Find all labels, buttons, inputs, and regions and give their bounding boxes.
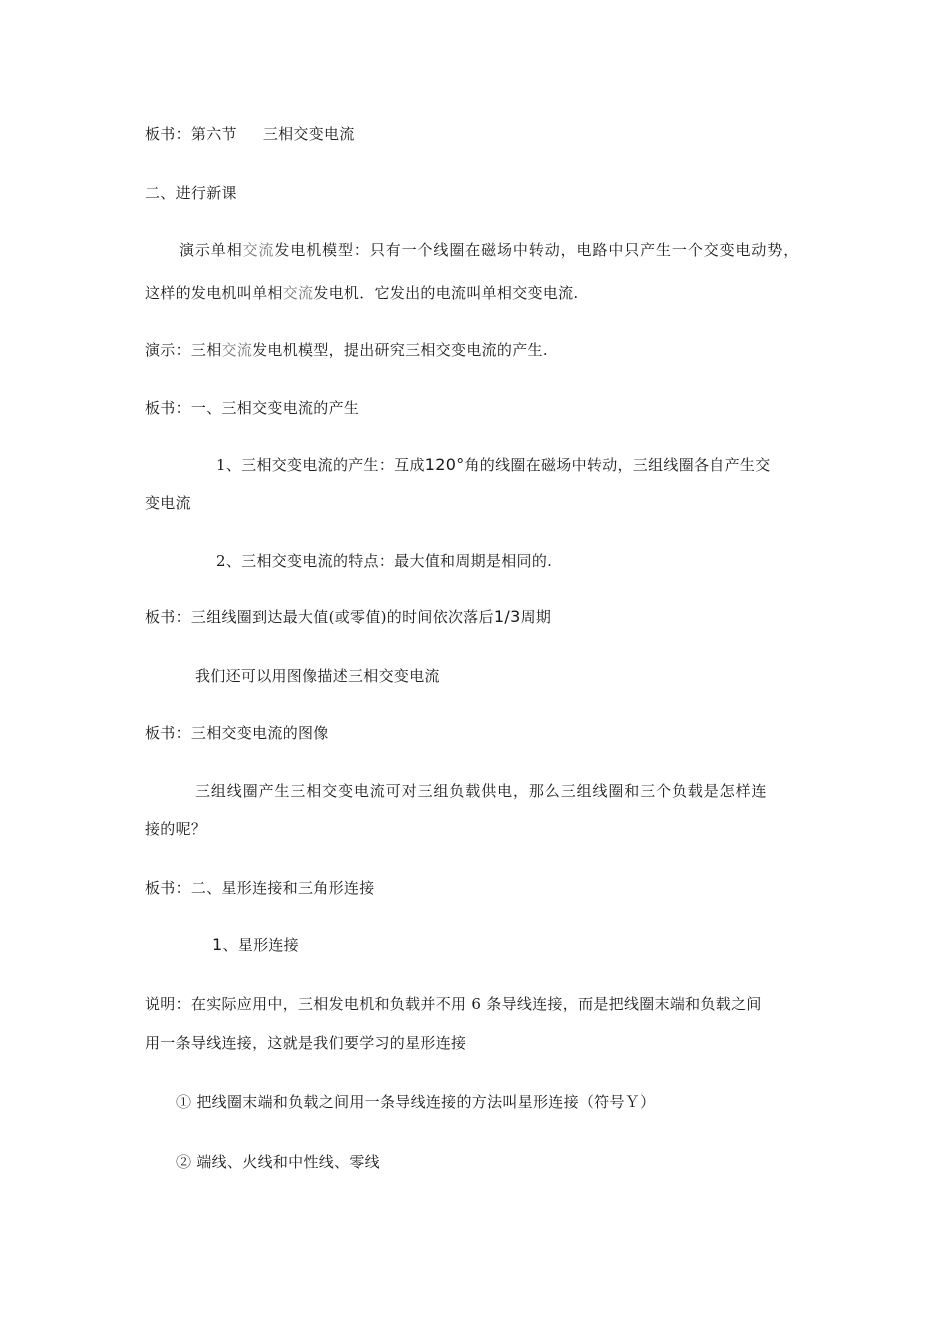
demo1-line2-highlight: 交流 — [282, 284, 314, 302]
explain-line2: 用一条导线连接，这就是我们要学习的星形连接 — [145, 1034, 467, 1052]
demo1-text-b: 发电机模型：只有一个线圈在磁场中转动，电路中只产生一个交变电动势， — [274, 241, 800, 259]
demo2-text-b: 发电机模型，提出研究三相交变电流的产生. — [252, 341, 548, 359]
point-wire-names: ② 端线、火线和中性线、零线 — [176, 1153, 380, 1171]
board-heading-label: 板书：第六节 — [145, 125, 237, 143]
image-description: 我们还可以用图像描述三相交变电流 — [195, 667, 440, 685]
board-lag — [145, 606, 551, 628]
board-generation: 板书：一、三相交变电流的产生 — [145, 399, 360, 417]
board-heading — [145, 123, 355, 145]
item-generation-line1 — [216, 454, 771, 476]
item-generation-line2: 变电流 — [145, 494, 191, 512]
item1-angle: 120° — [424, 455, 465, 474]
demo2-text-a: 演示：三相 — [145, 341, 222, 359]
load-paragraph-line2: 接的呢？ — [145, 820, 207, 838]
board2-text-b: 周期 — [520, 608, 552, 626]
demo1-line2-text-a: 这样的发电机叫单相 — [145, 284, 283, 302]
board-image: 板书：三相交变电流的图像 — [145, 724, 329, 742]
point-star-definition: ① 把线圈末端和负载之间用一条导线连接的方法叫星形连接（符号Ｙ） — [176, 1093, 656, 1111]
section-heading: 二、进行新课 — [145, 184, 237, 202]
board-heading-title: 三相交变电流 — [262, 125, 355, 143]
board2-text-a: 板书：三组线圈到达最大值(或零值)的时间依次落后 — [145, 608, 494, 626]
demo-three-phase — [145, 339, 548, 361]
demo1-text-a: 演示单相 — [179, 241, 243, 259]
explain-line1: 说明：在实际应用中，三相发电机和负载并不用 6 条导线连接，而是把线圈末端和负载之间 — [145, 995, 762, 1013]
star-heading-text: 、星形连接 — [222, 936, 299, 954]
demo1-highlight: 交流 — [242, 241, 275, 259]
board-connections: 板书：二、星形连接和三角形连接 — [145, 879, 375, 897]
demo1-line2-text-b: 发电机．它发出的电流叫单相交变电流. — [313, 284, 579, 302]
star-connection-heading — [212, 934, 299, 956]
item-characteristics: 2、三相交变电流的特点：最大值和周期是相同的. — [216, 552, 553, 570]
board2-fraction: 1/3 — [493, 607, 521, 626]
demo-single-phase-line2 — [145, 282, 578, 304]
item1-text-b: 角的线圈在磁场中转动，三组线圈各自产生交 — [464, 456, 771, 474]
load-paragraph-line1: 三组线圈产生三相交变电流可对三组负载供电，那么三组线圈和三个负载是怎样连 — [195, 782, 768, 800]
star-heading-number: 1 — [212, 935, 223, 954]
demo-single-phase-line1 — [179, 239, 799, 261]
item1-text-a: 1、三相交变电流的产生：互成 — [216, 456, 425, 474]
demo2-highlight: 交流 — [221, 341, 253, 359]
